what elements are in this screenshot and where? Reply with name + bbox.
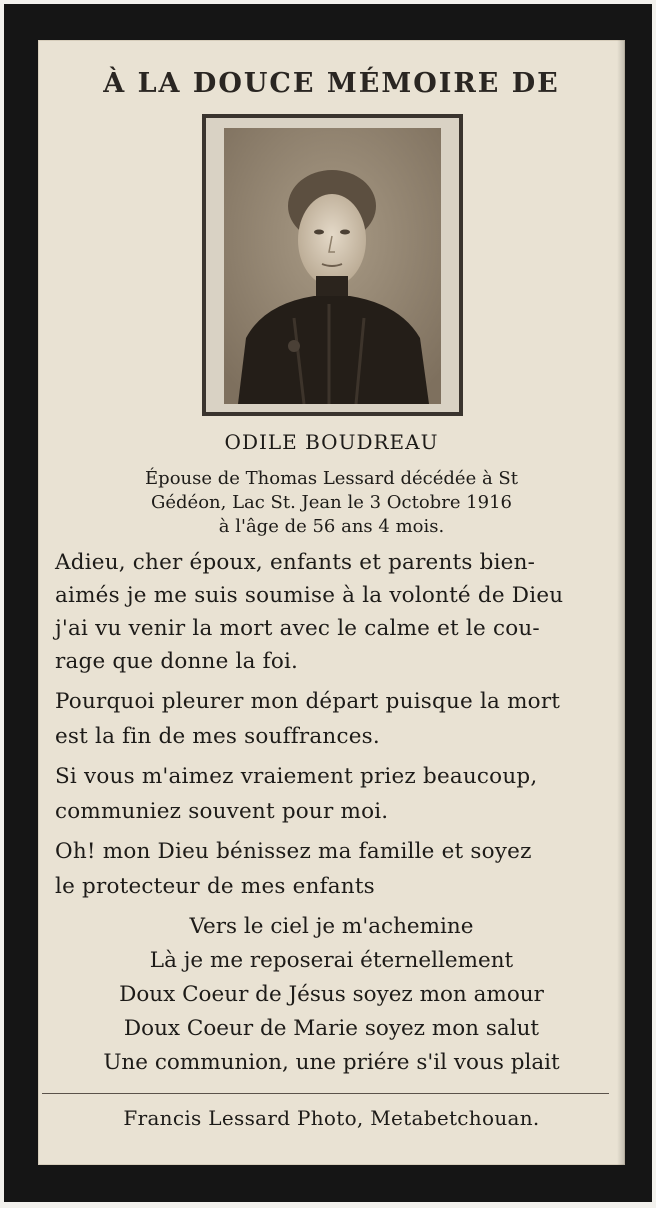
closing-line: Doux Coeur de Marie soyez mon salut — [123, 1016, 540, 1041]
verse-line: communiez souvent pour moi. — [55, 799, 389, 824]
deceased-name: ODILE BOUDREAU — [224, 430, 439, 454]
verse-line: Oh! mon Dieu bénissez ma famille et soyez — [55, 839, 532, 864]
verse-line: Pourquoi pleurer mon départ puisque la mort — [55, 689, 561, 714]
memorial-card — [38, 40, 625, 1165]
memorial-heading: À LA DOUCE MÉMOIRE DE — [103, 68, 560, 99]
verse-line: est la fin de mes souffrances. — [55, 724, 380, 749]
verse-line: Si vous m'aimez vraiement priez beaucoup, — [55, 764, 538, 789]
verse-line: le protecteur de mes enfants — [55, 874, 375, 899]
info-line: à l'âge de 56 ans 4 mois. — [218, 516, 445, 537]
closing-line: Vers le ciel je m'achemine — [189, 914, 474, 939]
info-line: Gédéon, Lac St. Jean le 3 Octobre 1916 — [150, 492, 512, 513]
closing-line: Doux Coeur de Jésus soyez mon amour — [119, 982, 544, 1007]
photographer-credit: Francis Lessard Photo, Metabetchouan. — [123, 1106, 540, 1130]
verse-line: aimés je me suis soumise à la volonté de Dieu — [55, 583, 564, 608]
portrait-frame — [202, 114, 463, 416]
verse-line: rage que donne la foi. — [55, 649, 299, 674]
divider-line — [42, 1093, 609, 1094]
closing-line: Une communion, une priére s'il vous plait — [103, 1050, 560, 1075]
portrait-image — [224, 128, 441, 404]
info-line: Épouse de Thomas Lessard décédée à St — [145, 468, 518, 489]
verse-line: j'ai vu venir la mort avec le calme et le cou- — [55, 616, 540, 641]
verse-line: Adieu, cher époux, enfants et parents bien- — [55, 550, 536, 575]
closing-line: Là je me reposerai éternellement — [149, 948, 514, 973]
portrait-photo — [224, 128, 441, 404]
